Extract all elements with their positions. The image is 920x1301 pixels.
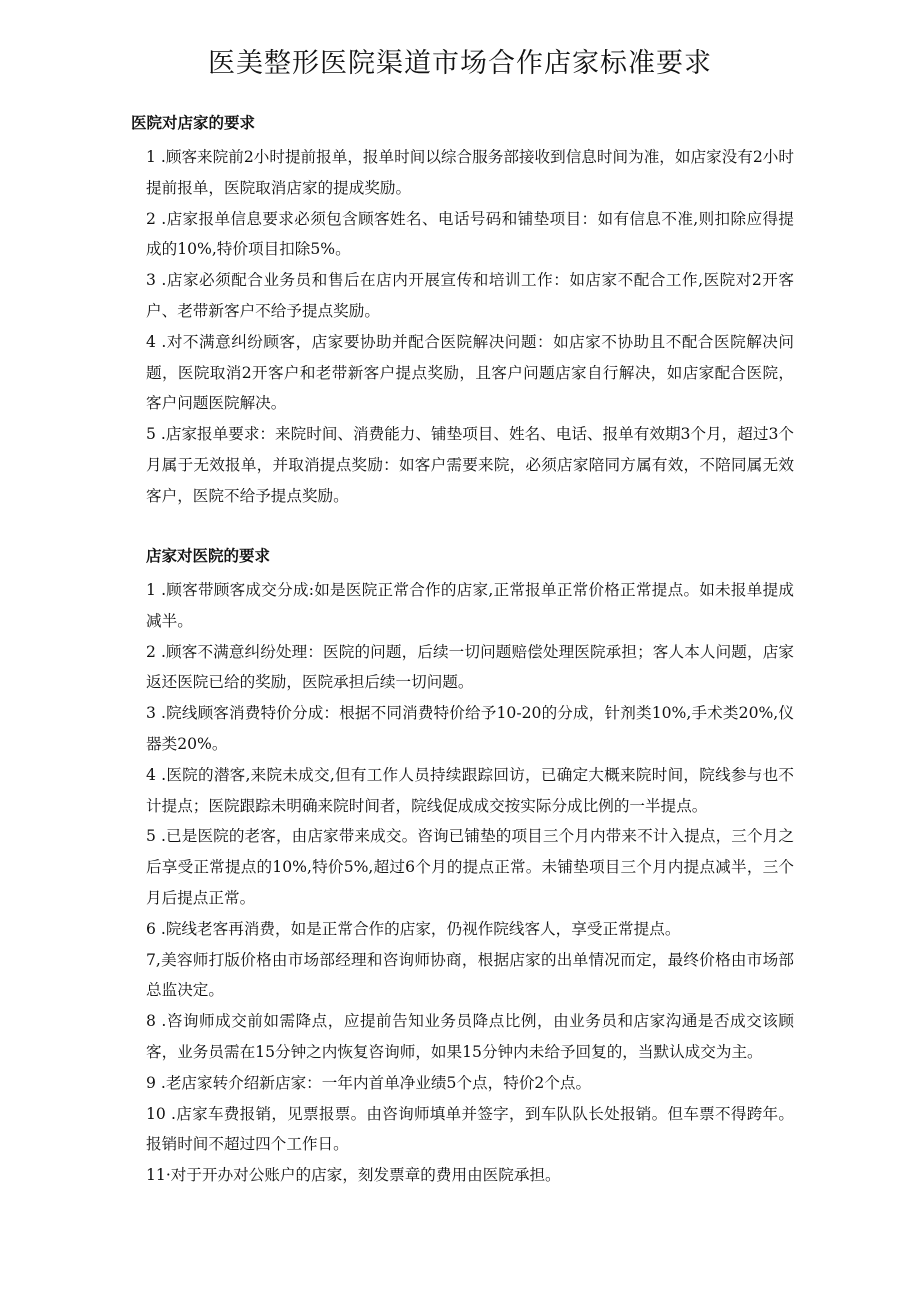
list-item: 4 .对不满意纠纷顾客，店家要协助并配合医院解决问题：如店家不协助且不配合医院解决问题，医院取消2开客户和老带新客户提点奖励，且客户问题店家自行解决，如店家配合医院，客户问题医院解决。 (146, 332, 794, 413)
list-item: 4 .医院的潜客,来院未成交,但有工作人员持续跟踪回访，已确定大概来院时间，院线参与也不计提点；医院跟踪未明确来院时间者，院线促成成交按实际分成比例的一半提点。 (146, 765, 794, 815)
document-title: 医美整形医院渠道市场合作店家标准要求 (208, 48, 712, 79)
list-item: 6 .院线老客再消费，如是正常合作的店家，仍视作院线客人，享受正常提点。 (146, 919, 681, 938)
section-heading-hospital-requirements: 医院对店家的要求 (131, 114, 256, 132)
list-item: 1 .顾客带顾客成交分成:如是医院正常合作的店家,正常报单正常价格正常提点。如未报单提成减半。 (146, 581, 794, 630)
list-item: 11·对于开办对公账户的店家，刻发票章的费用由医院承担。 (146, 1166, 561, 1185)
store-requirements-list (146, 575, 794, 1191)
list-item: 5 .店家报单要求：来院时间、消费能力、铺垫项目、姓名、电话、报单有效期3个月，超过3个月属于无效报单，并取消提点奖励：如客户需要来院，必须店家陪同方属有效，不陪同属无效客户，医院不给予提点奖励。 (146, 425, 794, 505)
list-item: 10 .店家车费报销，见票报票。由咨询师填单并签字，到车队队长处报销。但车票不得跨年。报销时间不超过四个工作日。 (146, 1104, 794, 1154)
section-heading-store-requirements: 店家对医院的要求 (146, 547, 271, 565)
hospital-requirements-list (146, 142, 794, 512)
list-item: 3 .院线顾客消费特价分成：根据不同消费特价给予10-20的分成，针剂类10%,手术类20%,仪器类20%。 (146, 704, 794, 753)
list-item: 8 .咨询师成交前如需降点，应提前告知业务员降点比例，由业务员和店家沟通是否成交该顾客，业务员需在15分钟之内恢复咨询师，如果15分钟内未给予回复的，当默认成交为主。 (146, 1012, 794, 1061)
list-item: 1 .顾客来院前2小时提前报单，报单时间以综合服务部接收到信息时间为准，如店家没有2小时提前报单，医院取消店家的提成奖励。 (146, 148, 794, 197)
list-item: 5 .已是医院的老客，由店家带来成交。咨询已铺垫的项目三个月内带来不计入提点，三个月之后享受正常提点的10%,特价5%,超过6个月的提点正常。未铺垫项目三个月内提点减半，三个月后提点正常。 (146, 827, 794, 907)
list-item: 2 .顾客不满意纠纷处理：医院的问题，后续一切问题赔偿处理医院承担；客人本人问题，店家返还医院已给的奖励，医院承担后续一切问题。 (146, 642, 794, 692)
list-item: 3 .店家必须配合业务员和售后在店内开展宣传和培训工作：如店家不配合工作,医院对2开客户、老带新客户不给予提点奖励。 (146, 271, 794, 320)
list-item: 9 .老店家转介绍新店家：一年内首单净业绩5个点，特价2个点。 (146, 1073, 592, 1092)
list-item: 7,美容师打版价格由市场部经理和咨询师协商，根据店家的出单情况而定，最终价格由市场部总监决定。 (146, 950, 794, 1000)
list-item: 2 .店家报单信息要求必须包含顾客姓名、电话号码和铺垫项目：如有信息不准,则扣除应得提成的10%,特价项目扣除5%。 (146, 209, 794, 259)
